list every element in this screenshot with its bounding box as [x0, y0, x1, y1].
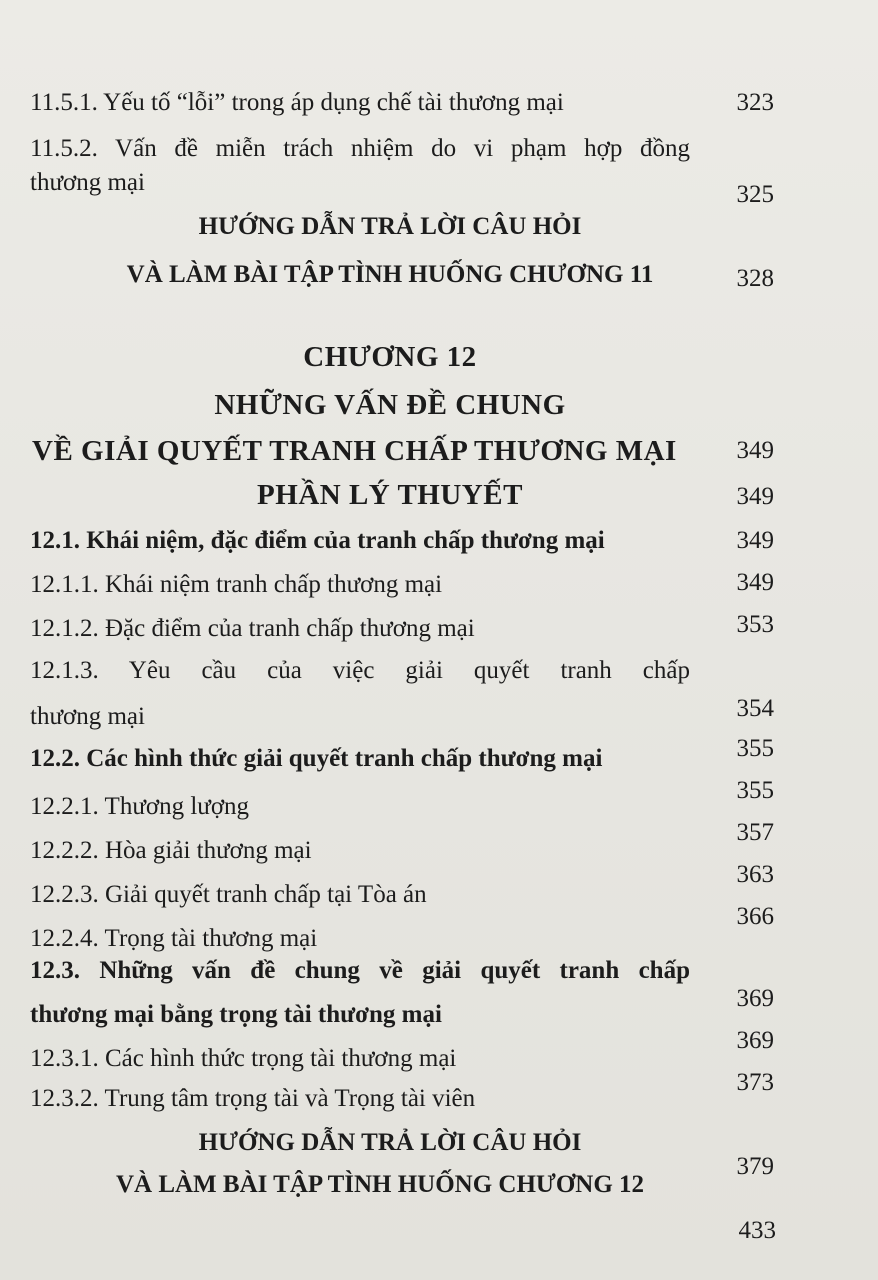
- theory-section-title: PHẦN LÝ THUYẾT: [257, 479, 523, 511]
- guide-ch11-line2: VÀ LÀM BÀI TẬP TÌNH HUỐNG CHƯƠNG 11: [126, 261, 654, 288]
- page-ref-theory: 349: [736, 483, 774, 510]
- toc-entry-12-1-3-line1: 12.1.3. Yêu cầu của việc giải quyết tranh chấp: [30, 657, 690, 684]
- page-ref-11-5-2: 325: [736, 181, 774, 208]
- toc-entry-11-5-1: 11.5.1. Yếu tố “lỗi” trong áp dụng chế tài thương mại: [30, 89, 564, 116]
- page-ref-12-2-4: 366: [736, 903, 774, 930]
- page-ref-12-2-1: 355: [736, 777, 774, 804]
- page-ref-12-3: 369: [736, 985, 774, 1012]
- page-ref-12-1: 349: [736, 527, 774, 554]
- page-ref-guide-ch11: 328: [736, 265, 774, 292]
- page-ref-12-1-3: 354: [736, 695, 774, 722]
- page-ref-11-5-1: 323: [736, 89, 774, 116]
- toc-entry-11-5-2-line2: thương mại: [30, 169, 145, 196]
- page-ref-chapter-12: 349: [736, 437, 774, 464]
- page-ref-guide-ch12: 379: [736, 1153, 774, 1180]
- toc-entry-12-3-2: 12.3.2. Trung tâm trọng tài và Trọng tài viên: [30, 1085, 476, 1112]
- toc-entry-12-2-1: 12.2.1. Thương lượng: [30, 793, 250, 820]
- guide-ch12-line2: VÀ LÀM BÀI TẬP TÌNH HUỐNG CHƯƠNG 12: [115, 1171, 645, 1198]
- chapter-12-subtitle-1: NHỮNG VẤN ĐỀ CHUNG: [214, 389, 566, 421]
- toc-entry-12-2-4: 12.2.4. Trọng tài thương mại: [30, 925, 318, 952]
- page-ref-12-1-1: 349: [736, 569, 774, 596]
- chapter-12-subtitle-2: VỀ GIẢI QUYẾT TRANH CHẤP THƯƠNG MẠI: [32, 435, 677, 467]
- toc-entry-12-1-1: 12.1.1. Khái niệm tranh chấp thương mại: [30, 571, 443, 598]
- page-ref-12-1-2: 353: [736, 611, 774, 638]
- toc-entry-12-3-line2: thương mại bằng trọng tài thương mại: [30, 1001, 442, 1028]
- toc-entry-12-3-1: 12.3.1. Các hình thức trọng tài thương mại: [30, 1045, 457, 1072]
- toc-entry-12-1-3-line2: thương mại: [30, 703, 145, 730]
- page-ref-12-2-3: 363: [736, 861, 774, 888]
- page-ref-12-2-2: 357: [736, 819, 774, 846]
- page-ref-12-3-1: 369: [736, 1027, 774, 1054]
- page-ref-12-2: 355: [736, 735, 774, 762]
- guide-ch11-line1: HƯỚNG DẪN TRẢ LỜI CÂU HỎI: [198, 213, 582, 240]
- toc-entry-12-1-2: 12.1.2. Đặc điểm của tranh chấp thương mại: [30, 615, 475, 642]
- chapter-12-title: CHƯƠNG 12: [303, 341, 477, 373]
- page-number: 433: [738, 1217, 776, 1244]
- guide-ch12-line1: HƯỚNG DẪN TRẢ LỜI CÂU HỎI: [198, 1129, 582, 1156]
- toc-entry-12-1: 12.1. Khái niệm, đặc điểm của tranh chấp thương mại: [30, 527, 605, 554]
- toc-entry-12-2-3: 12.2.3. Giải quyết tranh chấp tại Tòa án: [30, 881, 427, 908]
- toc-entry-11-5-2-line1: 11.5.2. Vấn đề miễn trách nhiệm do vi phạm hợp đồng: [30, 135, 690, 162]
- toc-entry-12-3-line1: 12.3. Những vấn đề chung về giải quyết tranh chấp: [30, 957, 690, 984]
- toc-entry-12-2-2: 12.2.2. Hòa giải thương mại: [30, 837, 312, 864]
- page-ref-12-3-2: 373: [736, 1069, 774, 1096]
- toc-entry-12-2: 12.2. Các hình thức giải quyết tranh chấp thương mại: [30, 745, 603, 772]
